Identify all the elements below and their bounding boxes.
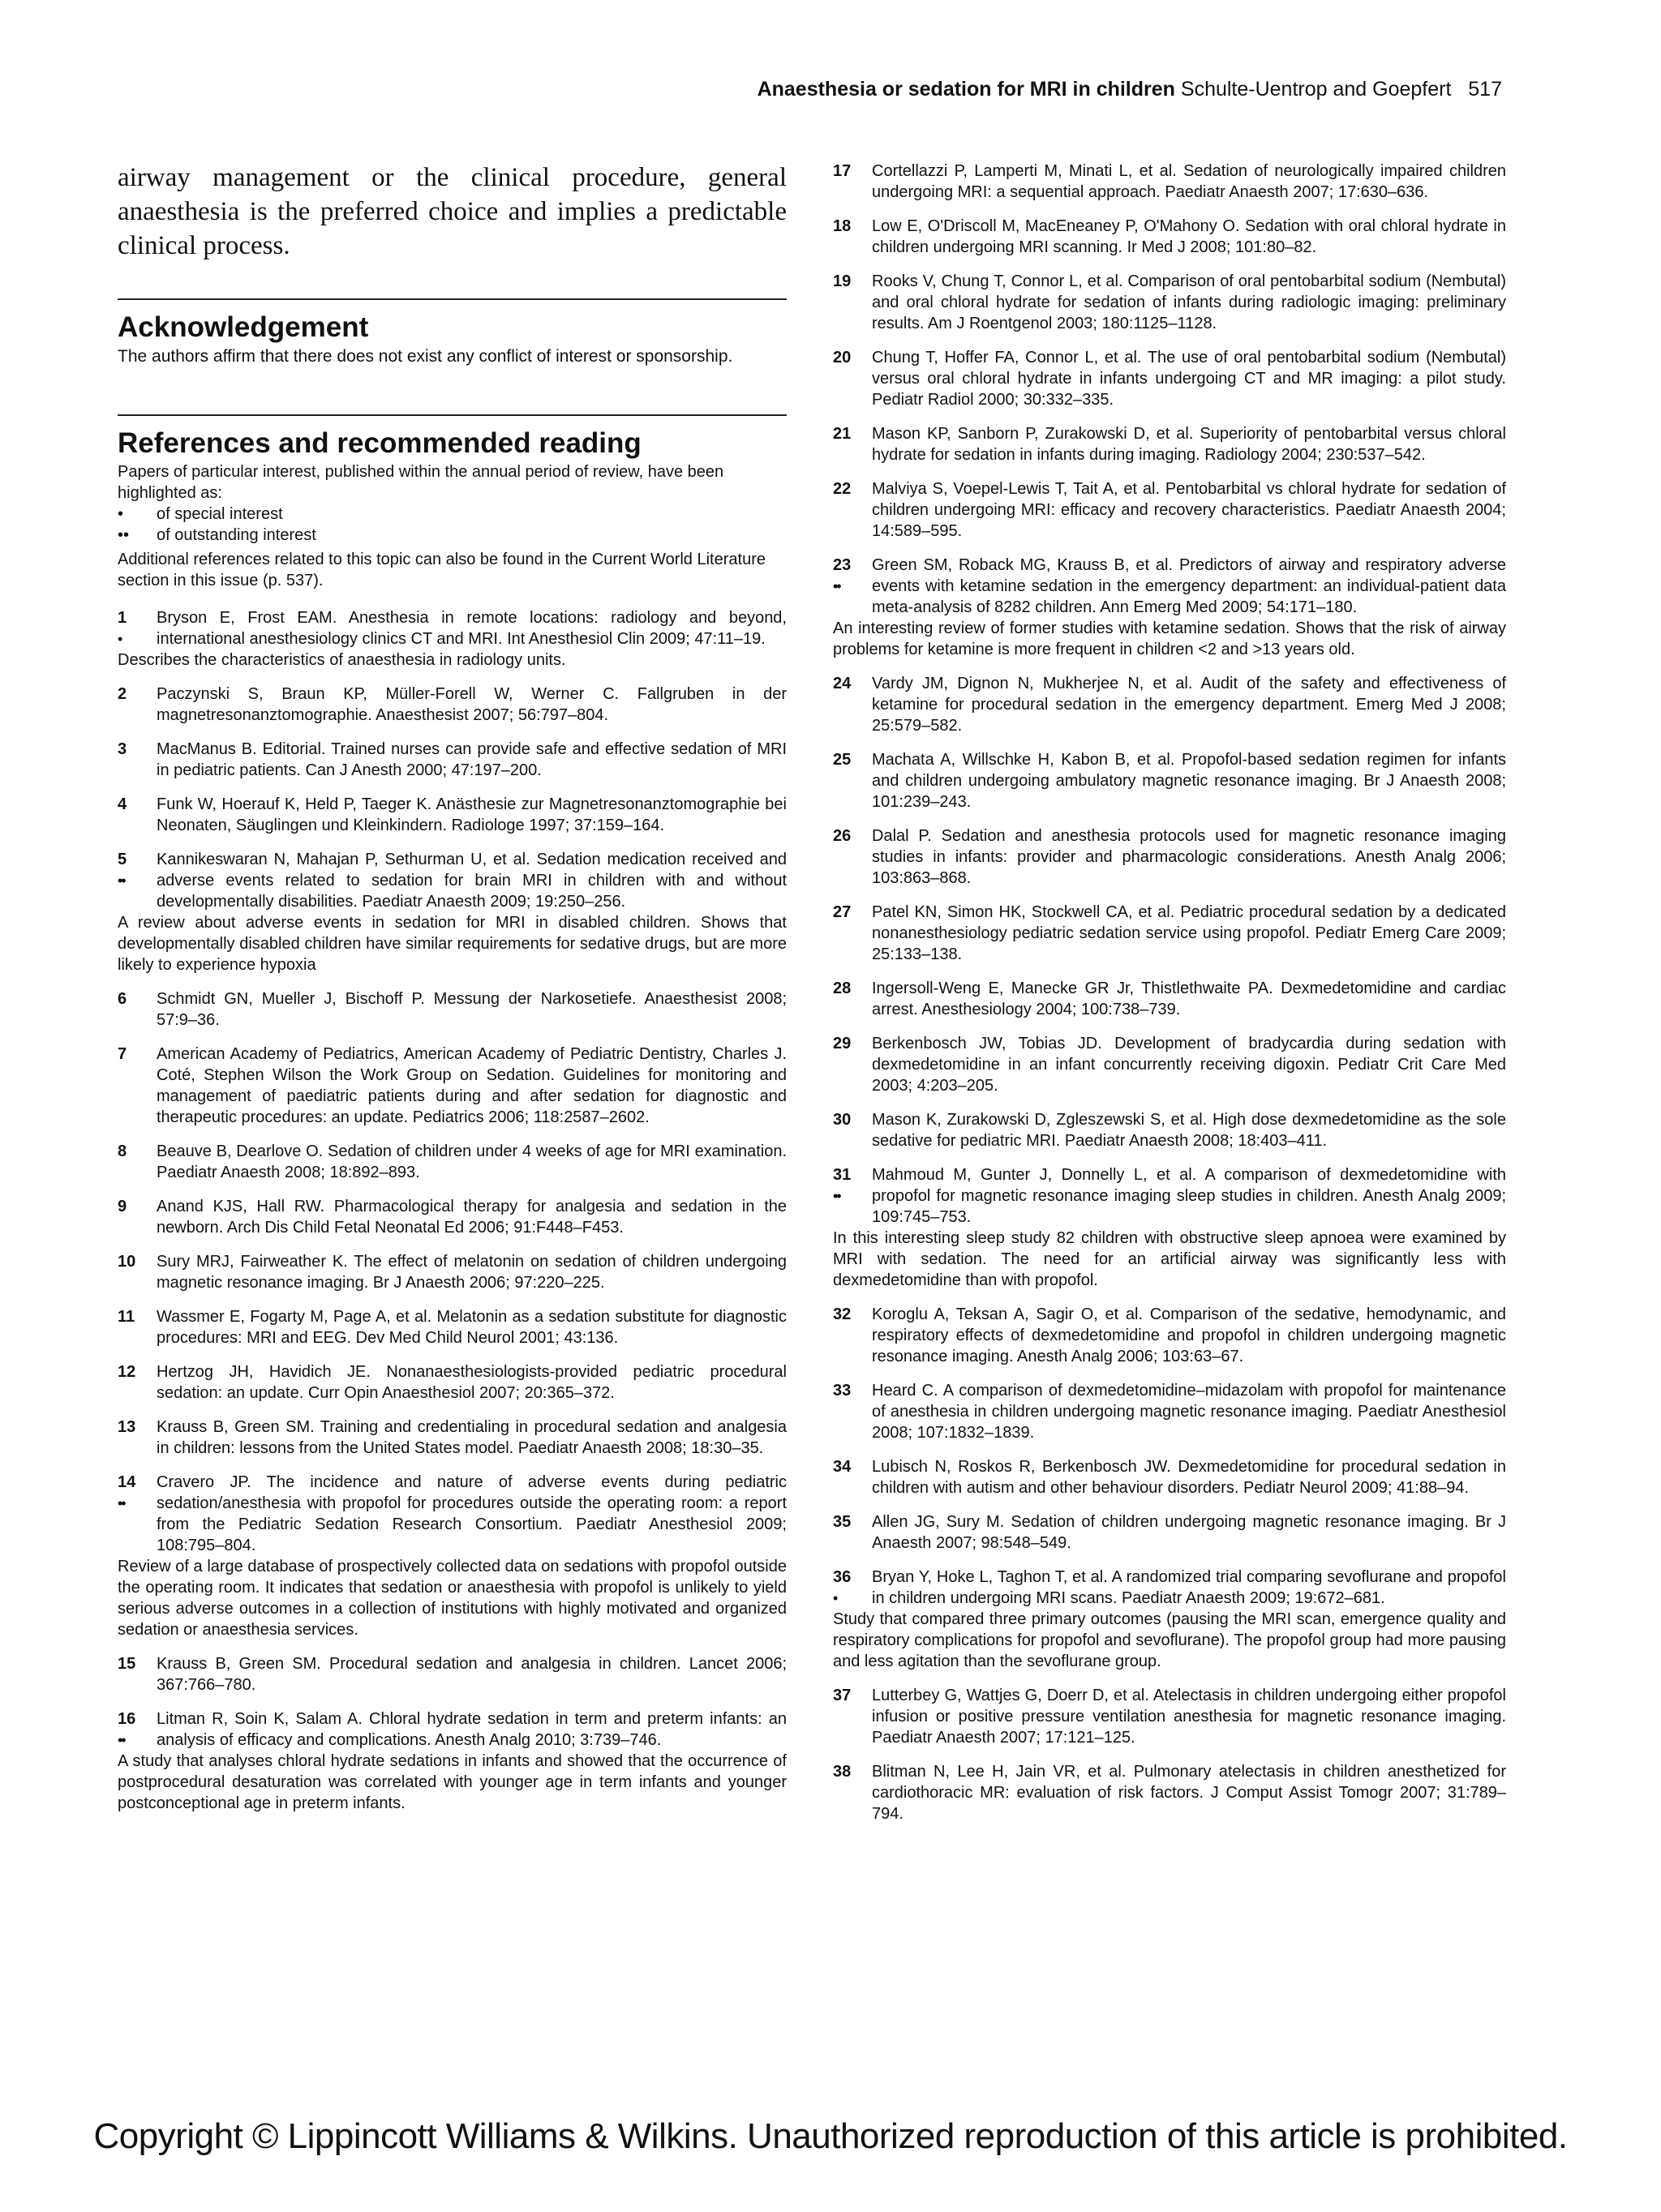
reference-item: [118, 1196, 787, 1238]
reference-item: [833, 1164, 1506, 1228]
reference-item: [118, 1251, 787, 1293]
references-intro: Papers of particular interest, published within the annual period of review, have been highlighted as:: [118, 463, 724, 502]
reference-annotation: A study that analyses chloral hydrate sedations in infants and showed that the occurrence of postprocedural desaturation was correlated with younger age in term infants and younger postconceptional age in preterm infants.: [118, 1752, 787, 1812]
reference-text: Vardy JM, Dignon N, Mukherjee N, et al. Audit of the safety and effectiveness of ketamine for procedural sedation in the emergency department. Emerg Med J 2008; 25:579–582.: [872, 675, 1506, 735]
reference-number: 28: [833, 980, 852, 997]
reference-item: [118, 1044, 787, 1128]
bullet-icon: •: [118, 505, 124, 523]
reference-number: 26: [833, 827, 852, 845]
spacer: [118, 591, 787, 607]
reference-item: [833, 423, 1506, 465]
reference-text: Kannikeswaran N, Mahajan P, Sethurman U, et al. Sedation medication received and adverse events related to sedation for brain MRI in children with and without developmentally disabilities. Paediatr Anaesth 2009; 19:250–256.: [157, 851, 787, 911]
reference-item: [833, 1567, 1506, 1609]
reference-item: [833, 902, 1506, 965]
section-divider: [118, 298, 787, 300]
reference-text: Allen JG, Sury M. Sedation of children undergoing magnetic resonance imaging. Br J Anaesth 2007; 98:548–549.: [872, 1513, 1506, 1552]
header-title: Anaesthesia or sedation for MRI in children: [757, 78, 1175, 101]
reference-text: Low E, O'Driscoll M, MacEneaney P, O'Mahony O. Sedation with oral chloral hydrate in children undergoing MRI scanning. Ir Med J 2008; 101:80–82.: [872, 217, 1506, 256]
reference-number: 9: [118, 1198, 127, 1215]
reference-text: Koroglu A, Teksan A, Sagir O, et al. Comparison of the sedative, hemodynamic, and respiratory effects of dexmedetomidine and propofol in children undergoing magnetic resonance imaging. Anesth Analg 2006; 103:63–67.: [872, 1305, 1506, 1365]
reference-number: 7: [118, 1045, 127, 1063]
reference-annotation: Review of a large database of prospectively collected data on sedations with propofol outside the operating room. It indicates that sedation or anaesthesia with propofol is unlikely to yield serious adverse outcomes in a collection of institutions with highly motivated and organized sedation or anaesthesia services.: [118, 1558, 787, 1639]
reference-text: Blitman N, Lee H, Jain VR, et al. Pulmonary atelectasis in children anesthetized for cardiothoracic MR: evaluation of risk factors. J Comput Assist Tomogr 2007; 31:789–794.: [872, 1763, 1506, 1823]
reference-number: 10: [118, 1253, 136, 1271]
reference-number: 5: [118, 851, 127, 868]
reference-annotation: Describes the characteristics of anaesthesia in radiology units.: [118, 651, 566, 669]
reference-number: 1: [118, 609, 127, 627]
legend-special: [118, 504, 787, 525]
double-bullet-icon: ••: [118, 526, 130, 544]
reference-text: Bryson E, Frost EAM. Anesthesia in remote locations: radiology and beyond, international anesthesiology clinics CT and MRI. Int Anesthesiol Clin 2009; 47:11–19.: [157, 609, 787, 648]
reference-number: 14: [118, 1473, 136, 1491]
double-bullet-icon: ••: [833, 1188, 840, 1204]
reference-item: [833, 1109, 1506, 1151]
reference-number: 21: [833, 425, 852, 443]
double-bullet-icon: ••: [118, 1732, 125, 1748]
reference-number: 17: [833, 162, 852, 180]
reference-item: [833, 161, 1506, 203]
reference-text: Bryan Y, Hoke L, Taghon T, et al. A randomized trial comparing sevoflurane and propofol in children undergoing MRI scans. Paediatr Anaesth 2009; 19:672–681.: [872, 1568, 1506, 1607]
reference-text: American Academy of Pediatrics, American Academy of Pediatric Dentistry, Charles J. Coté, Stephen Wilson the Work Group on Sedation. Guidelines for monitoring and management of paediatric patients during and after sedation for diagnostic and therapeutic procedures: an update. Pediatrics 2006; 118:2587–2602.: [157, 1045, 787, 1126]
legend-outstanding-label: of outstanding interest: [157, 526, 316, 544]
reference-number: 8: [118, 1142, 127, 1160]
reference-item: [118, 1141, 787, 1183]
reference-item: [833, 749, 1506, 812]
reference-number: 22: [833, 480, 852, 498]
reference-text: Schmidt GN, Mueller J, Bischoff P. Messung der Narkosetiefe. Anaesthesist 2008; 57:9–36.: [157, 990, 787, 1029]
reference-item: [118, 684, 787, 726]
reference-number: 31: [833, 1166, 852, 1184]
legend-outstanding: [118, 525, 787, 546]
reference-text: Patel KN, Simon HK, Stockwell CA, et al. Pediatric procedural sedation by a dedicated nonanesthesiology pediatric sedation service using propofol. Pediatr Emerg Care 2009; 25:133–138.: [872, 903, 1506, 963]
reference-item: [118, 1653, 787, 1695]
reference-text: Green SM, Roback MG, Krauss B, et al. Predictors of airway and respiratory adverse events with ketamine sedation in the emergency department: an individual-patient data meta-analysis of 8282 children. Ann Emerg Med 2009; 54:171–180.: [872, 556, 1506, 616]
section-divider: [118, 414, 787, 416]
reference-item: [833, 478, 1506, 542]
reference-item: [833, 1304, 1506, 1367]
reference-item: [118, 988, 787, 1031]
legend-special-label: of special interest: [157, 505, 283, 523]
copyright-footer: Copyright © Lippincott Williams & Wilkins. Unauthorized reproduction of this article is prohibited.: [93, 2116, 1568, 2156]
reference-item: [118, 1417, 787, 1459]
reference-item: [833, 1511, 1506, 1554]
references-additional: Additional references related to this topic can also be found in the Current World Literature section in this issue (p. 537).: [118, 551, 766, 589]
reference-number: 34: [833, 1458, 852, 1476]
reference-item: [833, 1033, 1506, 1096]
reference-text: Heard C. A comparison of dexmedetomidine–midazolam with propofol for maintenance of anesthesia in children undergoing magnetic resonance imaging. Paediatr Anesthesiol 2008; 107:1832–1839.: [872, 1382, 1506, 1442]
double-bullet-icon: ••: [118, 1495, 125, 1511]
reference-item: [118, 1472, 787, 1556]
reference-number: 6: [118, 990, 127, 1008]
reference-text: Lubisch N, Roskos R, Berkenbosch JW. Dexmedetomidine for procedural sedation in children with autism and other behaviour disorders. Pediatr Neurol 2009; 41:88–94.: [872, 1458, 1506, 1497]
reference-number: 3: [118, 740, 127, 758]
reference-number: 15: [118, 1655, 136, 1673]
page-number: 517: [1468, 78, 1502, 101]
reference-text: Malviya S, Voepel-Lewis T, Tait A, et al. Pentobarbital vs chloral hydrate for sedation of children undergoing MRI: efficacy and recovery characteristics. Paediatr Anaesth 2004; 14:589–595.: [872, 480, 1506, 540]
reference-item: [833, 978, 1506, 1020]
reference-item: [833, 216, 1506, 258]
reference-item: [833, 825, 1506, 889]
reference-text: Funk W, Hoerauf K, Held P, Taeger K. Anästhesie zur Magnetresonanztomographie bei Neonaten, Säuglingen und Kleinkindern. Radiologe 1997; 37:159–164.: [157, 795, 787, 834]
reference-text: Berkenbosch JW, Tobias JD. Development of bradycardia during sedation with dexmedetomidine in an infant concurrently receiving digoxin. Pediatr Crit Care Med 2003; 4:203–205.: [872, 1035, 1506, 1095]
reference-item: [833, 1456, 1506, 1498]
reference-text: Beauve B, Dearlove O. Sedation of children under 4 weeks of age for MRI examination. Paediatr Anaesth 2008; 18:892–893.: [157, 1142, 787, 1181]
reference-number: 19: [833, 272, 852, 290]
left-column: [118, 161, 787, 1827]
intro-paragraph: airway management or the clinical procedure, general anaesthesia is the preferred choice and implies a predictable clinical process.: [118, 163, 787, 260]
reference-text: Rooks V, Chung T, Connor L, et al. Comparison of oral pentobarbital sodium (Nembutal) and oral chloral hydrate for sedation of infants during radiologic imaging: preliminary results. Am J Roentgenol 2003; 180:1125–1128.: [872, 272, 1506, 332]
reference-number: 16: [118, 1710, 136, 1728]
reference-text: Krauss B, Green SM. Training and credentialing in procedural sedation and analgesia in children: lessons from the United States model. Paediatr Anaesth 2008; 18:30–35.: [157, 1418, 787, 1457]
reference-item: [833, 1380, 1506, 1443]
reference-text: Anand KJS, Hall RW. Pharmacological therapy for analgesia and sedation in the newborn. Arch Dis Child Fetal Neonatal Ed 2006; 91:F448–F453.: [157, 1198, 787, 1237]
reference-item: [118, 1361, 787, 1404]
reference-text: Mason K, Zurakowski D, Zgleszewski S, et al. High dose dexmedetomidine as the sole sedative for pediatric MRI. Paediatr Anaesth 2008; 18:403–411.: [872, 1111, 1506, 1150]
reference-annotation: In this interesting sleep study 82 children with obstructive sleep apnoea were examined by MRI with sedation. The need for an artificial airway was significantly less with dexmedetomidine than with propofol.: [833, 1229, 1506, 1289]
reference-number: 18: [833, 217, 852, 235]
reference-number: 11: [118, 1308, 135, 1326]
reference-annotation: A review about adverse events in sedation for MRI in disabled children. Shows that developmentally disabled children have similar requirements for sedative drugs, but are more likely to experience hypoxia: [118, 914, 787, 974]
reference-annotation: Study that compared three primary outcomes (pausing the MRI scan, emergence quality and respiratory complications for propofol and sevoflurane). The propofol group had more pausing and less agitation than the sevoflurane group.: [833, 1610, 1506, 1670]
bullet-icon: •: [833, 1590, 837, 1606]
reference-number: 27: [833, 903, 852, 921]
reference-text: Mason KP, Sanborn P, Zurakowski D, et al. Superiority of pentobarbital versus chloral hydrate for sedation in infants during imaging. Radiology 2004; 230:537–542.: [872, 425, 1506, 464]
reference-number: 20: [833, 349, 852, 367]
reference-item: [833, 347, 1506, 410]
reference-item: [833, 555, 1506, 618]
reference-text: Wassmer E, Fogarty M, Page A, et al. Melatonin as a sedation substitute for diagnostic procedures: MRI and EEG. Dev Med Child Neurol 2001; 43:136.: [157, 1308, 787, 1347]
reference-number: 35: [833, 1513, 852, 1531]
reference-item: [833, 673, 1506, 736]
acknowledgement-text: The authors affirm that there does not exist any conflict of interest or sponsorship.: [118, 347, 733, 366]
double-bullet-icon: ••: [833, 578, 840, 594]
reference-item: [833, 1685, 1506, 1748]
reference-number: 32: [833, 1305, 852, 1323]
reference-number: 24: [833, 675, 852, 692]
reference-text: Litman R, Soin K, Salam A. Chloral hydrate sedation in term and preterm infants: an analysis of efficacy and complications. Anesth Analg 2010; 3:739–746.: [157, 1710, 787, 1749]
reference-text: Krauss B, Green SM. Procedural sedation and analgesia in children. Lancet 2006; 367:766–780.: [157, 1655, 787, 1694]
reference-number: 33: [833, 1382, 852, 1400]
bullet-icon: •: [118, 631, 122, 647]
reference-number: 12: [118, 1363, 136, 1381]
reference-list-left: [118, 607, 787, 1814]
reference-list-right: [833, 161, 1506, 1824]
reference-item: [118, 794, 787, 836]
reference-number: 36: [833, 1568, 852, 1586]
reference-text: Cortellazzi P, Lamperti M, Minati L, et al. Sedation of neurologically impaired children undergoing MRI: a sequential approach. Paediatr Anaesth 2007; 17:630–636.: [872, 162, 1506, 201]
reference-number: 2: [118, 685, 127, 703]
reference-number: 4: [118, 795, 127, 813]
reference-text: Sury MRJ, Fairweather K. The effect of melatonin on sedation of children undergoing magnetic resonance imaging. Br J Anaesth 2006; 97:220–225.: [157, 1253, 787, 1292]
reference-number: 29: [833, 1035, 852, 1052]
reference-annotation: An interesting review of former studies with ketamine sedation. Shows that the risk of airway problems for ketamine is more frequent in children <2 and >13 years old.: [833, 619, 1506, 658]
reference-text: Lutterbey G, Wattjes G, Doerr D, et al. Atelectasis in children undergoing either propofol infusion or positive pressure ventilation anesthesia for magnetic resonance imaging. Paediatr Anaesth 2007; 17:121–125.: [872, 1687, 1506, 1747]
header-authors: Schulte-Uentrop and Goepfert: [1180, 78, 1452, 101]
reference-item: [118, 607, 787, 649]
reference-text: Dalal P. Sedation and anesthesia protocols used for magnetic resonance imaging studies in infants: provider and pharmacologic considerations. Anesth Analg 2006; 103:863–868.: [872, 827, 1506, 887]
reference-text: Machata A, Willschke H, Kabon B, et al. Propofol-based sedation regimen for infants and children undergoing ambulatory magnetic resonance imaging. Br J Anaesth 2008; 101:239–243.: [872, 751, 1506, 811]
reference-item: [833, 271, 1506, 334]
reference-text: Paczynski S, Braun KP, Müller-Forell W, Werner C. Fallgruben in der magnetresonanztomographie. Anaesthesist 2007; 56:797–804.: [157, 685, 787, 724]
acknowledgement-heading: Acknowledgement: [118, 311, 369, 343]
double-bullet-icon: ••: [118, 872, 125, 889]
reference-number: 37: [833, 1687, 852, 1704]
reference-number: 38: [833, 1763, 852, 1781]
reference-number: 23: [833, 556, 852, 574]
reference-item: [118, 1306, 787, 1348]
reference-item: [118, 849, 787, 912]
reference-text: Mahmoud M, Gunter J, Donnelly L, et al. A comparison of dexmedetomidine with propofol for magnetic resonance imaging sleep studies in children. Anesth Analg 2009; 109:745–753.: [872, 1166, 1506, 1226]
reference-item: [833, 1761, 1506, 1824]
reference-item: [118, 739, 787, 781]
reference-text: MacManus B. Editorial. Trained nurses can provide safe and effective sedation of MRI in pediatric patients. Can J Anesth 2000; 47:197–200.: [157, 740, 787, 779]
reference-number: 25: [833, 751, 852, 769]
reference-text: Ingersoll-Weng E, Manecke GR Jr, Thistlethwaite PA. Dexmedetomidine and cardiac arrest. Anesthesiology 2004; 100:738–739.: [872, 980, 1506, 1018]
references-heading: References and recommended reading: [118, 427, 642, 459]
running-header: [758, 78, 1502, 101]
reference-text: Chung T, Hoffer FA, Connor L, et al. The use of oral pentobarbital sodium (Nembutal) versus oral chloral hydrate in infants undergoing CT and MR imaging: a pilot study. Pediatr Radiol 2000; 30:332–335.: [872, 349, 1506, 409]
right-column: [833, 161, 1506, 1837]
reference-text: Cravero JP. The incidence and nature of adverse events during pediatric sedation/anesthesia with propofol for procedures outside the operating room: a report from the Pediatric Sedation Research Consortium. Paediatr Anesthesiol 2009; 108:795–804.: [157, 1473, 787, 1554]
reference-item: [118, 1708, 787, 1751]
reference-number: 13: [118, 1418, 136, 1436]
reference-text: Hertzog JH, Havidich JE. Nonanaesthesiologists-provided pediatric procedural sedation: an update. Curr Opin Anaesthesiol 2007; 20:365–372.: [157, 1363, 787, 1402]
reference-number: 30: [833, 1111, 852, 1129]
